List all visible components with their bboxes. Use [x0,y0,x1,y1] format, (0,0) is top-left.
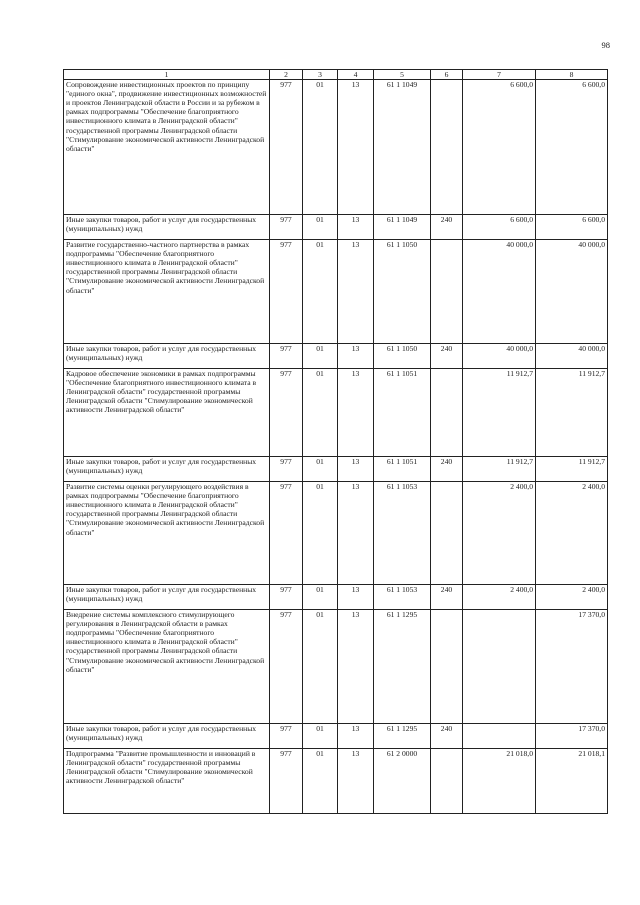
cell-target-article: 61 1 1050 [374,240,431,344]
cell-expense-type [431,749,463,814]
row-name: Иные закупки товаров, работ и услуг для государственных (муниципальных) нужд [64,585,270,610]
cell-expense-type [431,369,463,457]
cell-amount-col8: 17 370,0 [536,610,608,724]
cell-subsection: 13 [338,457,374,482]
row-name: Подпрограмма "Развитие промышленности и инноваций в Ленинградской области" государственной программы Ленинградской области "Стимулирование экономической активности Ленинградской области" [64,749,270,814]
cell-admin-code: 977 [270,749,303,814]
row-name: Иные закупки товаров, работ и услуг для государственных (муниципальных) нужд [64,215,270,240]
header-cell: 6 [431,70,463,80]
cell-expense-type: 240 [431,215,463,240]
cell-subsection: 13 [338,749,374,814]
header-cell: 5 [374,70,431,80]
row-name: Сопровождение инвестиционных проектов по принципу "единого окна", продвижение инвестиционных возможностей и проектов Ленинградской области в России и за рубежом в рамках подпрограммы "Обеспечение благоприятного инвестиционного климата в Ленинградской области" государственной программы Ленинградской области "Стимулирование экономической активности Ленинградской области" [64,80,270,215]
cell-admin-code: 977 [270,369,303,457]
cell-target-article: 61 1 1050 [374,344,431,369]
cell-section: 01 [303,215,338,240]
cell-expense-type: 240 [431,344,463,369]
cell-amount-col7: 6 600,0 [463,215,536,240]
table-row [64,369,608,457]
cell-amount-col7: 2 400,0 [463,585,536,610]
table-row [64,749,608,814]
row-name: Развитие государственно-частного партнерства в рамках подпрограммы "Обеспечение благоприятного инвестиционного климата в Ленинградской области" государственной программы Ленинградской области "Стимулирование экономической активности Ленинградской области" [64,240,270,344]
cell-target-article: 61 1 1051 [374,369,431,457]
table-row [64,482,608,585]
cell-amount-col7: 11 912,7 [463,457,536,482]
cell-subsection: 13 [338,724,374,749]
cell-amount-col7: 40 000,0 [463,344,536,369]
cell-expense-type [431,80,463,215]
cell-section: 01 [303,610,338,724]
cell-section: 01 [303,482,338,585]
cell-amount-col8: 21 018,1 [536,749,608,814]
cell-amount-col7 [463,610,536,724]
cell-expense-type: 240 [431,724,463,749]
cell-subsection: 13 [338,369,374,457]
cell-section: 01 [303,80,338,215]
header-cell: 7 [463,70,536,80]
budget-table [63,69,608,814]
cell-target-article: 61 1 1295 [374,724,431,749]
row-name: Иные закупки товаров, работ и услуг для государственных (муниципальных) нужд [64,457,270,482]
cell-amount-col8: 40 000,0 [536,240,608,344]
cell-section: 01 [303,749,338,814]
cell-subsection: 13 [338,215,374,240]
cell-admin-code: 977 [270,457,303,482]
header-cell: 4 [338,70,374,80]
cell-target-article: 61 2 0000 [374,749,431,814]
cell-amount-col7: 21 018,0 [463,749,536,814]
row-name: Иные закупки товаров, работ и услуг для государственных (муниципальных) нужд [64,724,270,749]
cell-amount-col8: 6 600,0 [536,215,608,240]
header-cell: 3 [303,70,338,80]
cell-amount-col8: 11 912,7 [536,457,608,482]
cell-admin-code: 977 [270,724,303,749]
table-row [64,724,608,749]
cell-subsection: 13 [338,80,374,215]
page-number: 98 [601,40,610,50]
cell-section: 01 [303,724,338,749]
row-name: Развитие системы оценки регулирующего воздействия в рамках подпрограммы "Обеспечение благоприятного инвестиционного климата в Ленинградской области" государственной программы Ленинградской области "Стимулирование экономической активности Ленинградской области" [64,482,270,585]
cell-target-article: 61 1 1049 [374,80,431,215]
cell-admin-code: 977 [270,610,303,724]
cell-section: 01 [303,240,338,344]
cell-amount-col8: 2 400,0 [536,585,608,610]
cell-admin-code: 977 [270,215,303,240]
cell-admin-code: 977 [270,80,303,215]
table-row [64,80,608,215]
cell-section: 01 [303,344,338,369]
cell-subsection: 13 [338,240,374,344]
cell-subsection: 13 [338,610,374,724]
cell-expense-type: 240 [431,457,463,482]
cell-amount-col8: 11 912,7 [536,369,608,457]
row-name: Внедрение системы комплексного стимулирующего регулирования в Ленинградской области в рамках подпрограммы "Обеспечение благоприятного инвестиционного климата в Ленинградской области" государственной программы Ленинградской области "Стимулирование экономической активности Ленинградской области" [64,610,270,724]
cell-amount-col8: 6 600,0 [536,80,608,215]
cell-amount-col7: 2 400,0 [463,482,536,585]
cell-amount-col8: 2 400,0 [536,482,608,585]
cell-admin-code: 977 [270,585,303,610]
header-cell: 2 [270,70,303,80]
cell-section: 01 [303,585,338,610]
cell-expense-type [431,482,463,585]
row-name: Иные закупки товаров, работ и услуг для государственных (муниципальных) нужд [64,344,270,369]
header-cell: 8 [536,70,608,80]
cell-admin-code: 977 [270,240,303,344]
cell-target-article: 61 1 1053 [374,585,431,610]
cell-amount-col7: 40 000,0 [463,240,536,344]
cell-expense-type [431,240,463,344]
cell-subsection: 13 [338,344,374,369]
cell-target-article: 61 1 1053 [374,482,431,585]
cell-amount-col7 [463,724,536,749]
cell-subsection: 13 [338,482,374,585]
cell-amount-col8: 17 370,0 [536,724,608,749]
cell-expense-type [431,610,463,724]
cell-amount-col7: 11 912,7 [463,369,536,457]
cell-subsection: 13 [338,585,374,610]
cell-target-article: 61 1 1049 [374,215,431,240]
cell-section: 01 [303,369,338,457]
cell-target-article: 61 1 1051 [374,457,431,482]
table-row [64,457,608,482]
cell-amount-col7: 6 600,0 [463,80,536,215]
cell-admin-code: 977 [270,482,303,585]
table-row [64,344,608,369]
row-name: Кадровое обеспечение экономики в рамках подпрограммы "Обеспечение благоприятного инвестиционного климата в Ленинградской области" государственной программы Ленинградской области "Стимулирование экономической активности Ленинградской области" [64,369,270,457]
cell-admin-code: 977 [270,344,303,369]
table-row [64,585,608,610]
table-row [64,610,608,724]
table-row [64,215,608,240]
header-row [64,70,608,80]
cell-amount-col8: 40 000,0 [536,344,608,369]
header-cell: 1 [64,70,270,80]
cell-target-article: 61 1 1295 [374,610,431,724]
cell-section: 01 [303,457,338,482]
cell-expense-type: 240 [431,585,463,610]
table-row [64,240,608,344]
